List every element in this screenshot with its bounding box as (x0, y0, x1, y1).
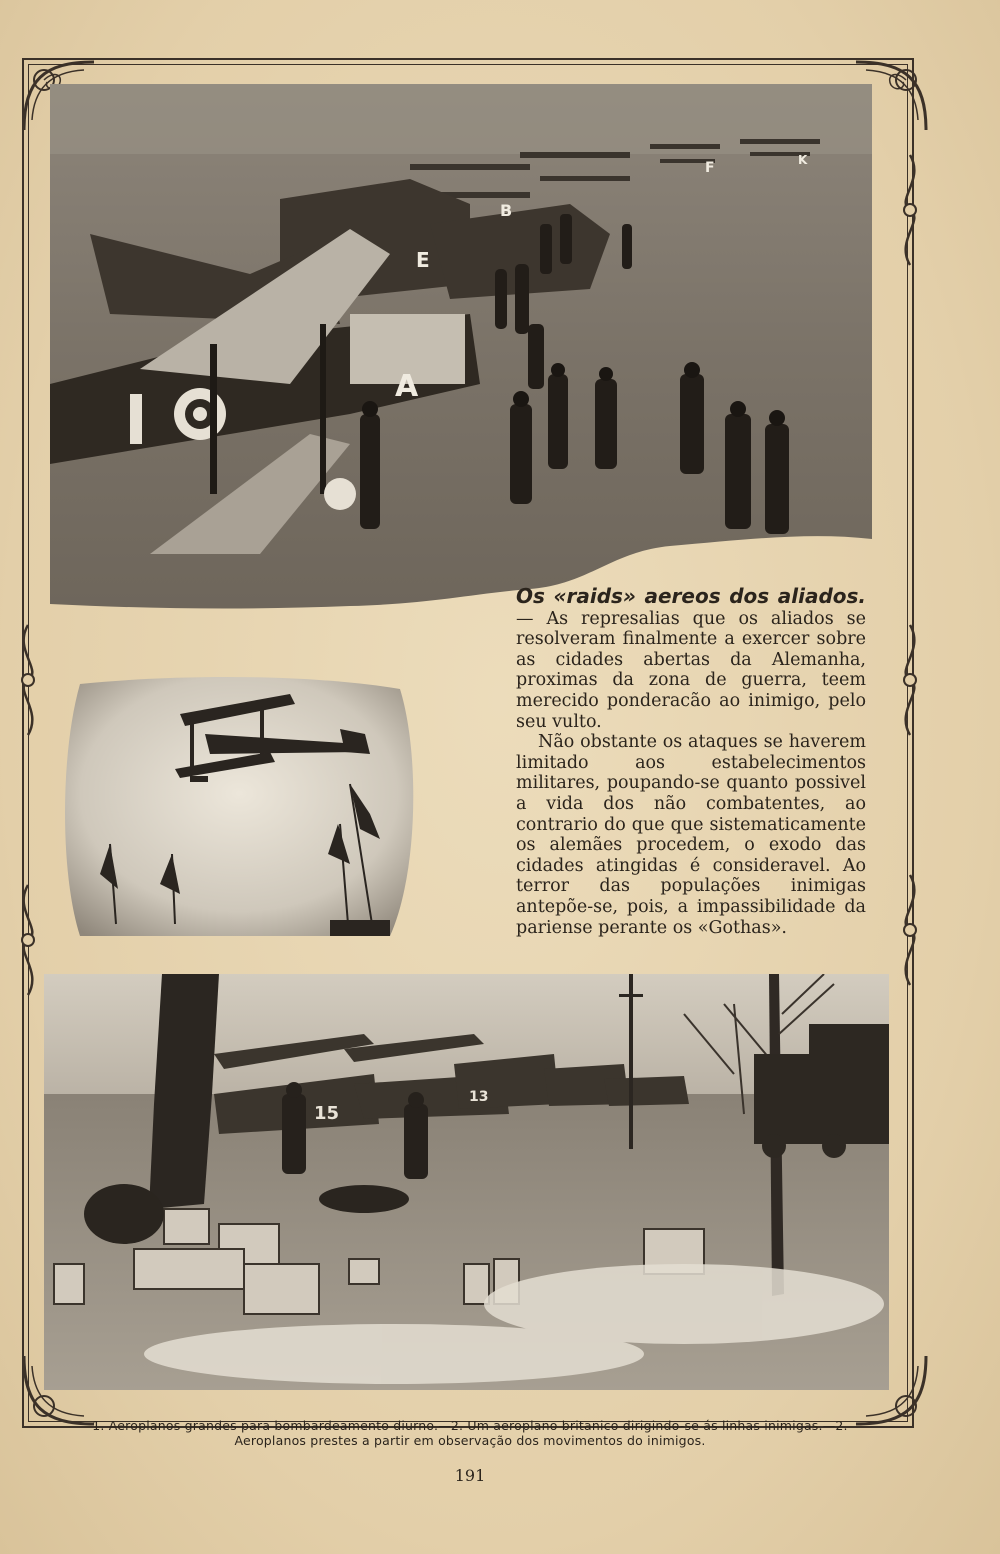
marking-f: F (705, 160, 715, 176)
side-ornament-left-lower (8, 880, 48, 1000)
article-heading: Os «raids» aereos dos aliados. (516, 584, 866, 608)
side-ornament-right-top (890, 150, 930, 270)
article-paragraph-1 (516, 586, 866, 732)
article-paragraph-1-text: — As represalias que os aliados se resolveram finalmente a exercer sobre as cidades abertas da Alemanha, proximas da zona de guerra, teem merecido ponderacão ao inimigo, pelo seu vulto. (516, 608, 866, 732)
side-ornament-right-lower (890, 870, 930, 990)
photo-aeroplanes-ready-to-depart (44, 974, 889, 1390)
side-ornament-left-upper (8, 620, 48, 740)
photo-caption: 1. Aeroplanos grandes para bombardeamento diurno.—2. Um aeroplano britanico dirigindo-se ás linhas inimigas.—2. Aeroplanos prestes a partir em observação dos movimentos do inimigos. (92, 1418, 848, 1448)
marking-k: K (798, 153, 808, 167)
marking-13: 13 (469, 1089, 489, 1105)
marking-b: B (500, 201, 513, 220)
photo-british-aeroplane-in-flight (60, 674, 418, 940)
side-ornament-right-upper (890, 620, 930, 740)
page-number: 191 (454, 1466, 486, 1485)
article-paragraph-2: Não obstante os ataques se haverem limitado aos estabelecimentos militares, poupando-se quanto possivel a vida dos não combatentes, ao contrario do que que sistematicamente os alemães procedem, o exodo das cidades atingidas é consideravel. Ao terror das populações inimigas antepõe-se, pois, a impassibilidade da pariense perante os «Gothas». (516, 732, 866, 938)
article-raids-aereos (516, 586, 866, 938)
marking-a: A (395, 369, 419, 404)
photo-bombers-on-field (50, 84, 872, 614)
marking-15: 15 (314, 1103, 340, 1124)
marking-e: E (416, 248, 430, 272)
